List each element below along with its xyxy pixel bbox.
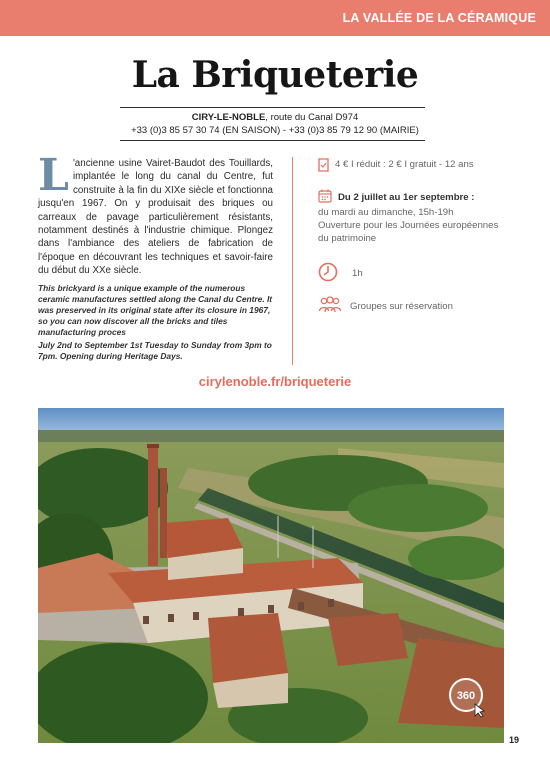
- price-text: 4 € I réduit : 2 € I gratuit - 12 ans: [335, 159, 474, 170]
- schedule-title: Du 2 juillet au 1er septembre :: [338, 192, 475, 203]
- divider-top: [120, 107, 425, 108]
- groups-text: Groupes sur réservation: [350, 301, 453, 312]
- website-link[interactable]: cirylenoble.fr/briqueterie: [198, 374, 352, 389]
- group-icon: [318, 296, 342, 317]
- clock-icon: [318, 262, 338, 285]
- schedule-line-3: du patrimoine: [318, 233, 377, 244]
- description-column: [38, 150, 273, 362]
- price-row: [318, 158, 518, 175]
- info-column: [318, 158, 518, 317]
- duration-row: [318, 262, 518, 285]
- 360-view-icon[interactable]: [447, 676, 489, 718]
- 360-label: 360: [456, 690, 476, 702]
- aerial-photo: [38, 408, 504, 743]
- hours-english: July 2nd to September 1st Tuesday to Sunday from 3pm to 7pm. Opening during Heritage Days.: [38, 339, 272, 361]
- schedule-title-row: [318, 189, 518, 206]
- calendar-icon: [318, 189, 332, 206]
- section-banner-label: LA VALLÉE DE LA CÉRAMIQUE: [342, 11, 536, 25]
- schedule-line-2: Ouverture pour les Journées européennes: [318, 220, 499, 231]
- dropcap-letter: L: [38, 150, 69, 201]
- address-street: , route du Canal D974: [265, 112, 359, 123]
- section-banner: [0, 0, 550, 36]
- description-english: This brickyard is a unique example of the numerous ceramic manufactures settled along the Canal du Centre. It was preserved in its original state after its closure in 1967, so you can now discover all the bricks and tiles manufacturing proces: [38, 282, 273, 337]
- schedule-line-1: du mardi au dimanche, 15h-19h: [318, 207, 454, 218]
- duration-text: 1h: [352, 268, 363, 279]
- address-town: CIRY-LE-NOBLE: [191, 112, 266, 123]
- page-title: La Briqueterie: [131, 54, 419, 96]
- groups-row: [318, 296, 518, 317]
- address-line: [0, 112, 550, 123]
- phone-line: +33 (0)3 85 57 30 74 (EN SAISON) - +33 (0)3 85 79 12 90 (MAIRIE): [131, 125, 419, 136]
- column-divider: [292, 157, 293, 365]
- description-french: 'ancienne usine Vairet-Baudot des Touillards, implantée le long du canal du Centre, fut construite à la fin du XIXe siècle et fonctionna jusqu'en 1967. On y produisait des briques ou carreaux de pavage particulièrement résistants, notamment destinés à l'industrie chimique. Plongez dans l'ambiance des ateliers de fabrication de l'époque en découvrant les techniques et savoir-faire du début du XXe siècle.: [38, 158, 273, 277]
- page-number: 19: [509, 735, 520, 745]
- ticket-icon: [318, 158, 329, 175]
- divider-bottom: [120, 140, 425, 141]
